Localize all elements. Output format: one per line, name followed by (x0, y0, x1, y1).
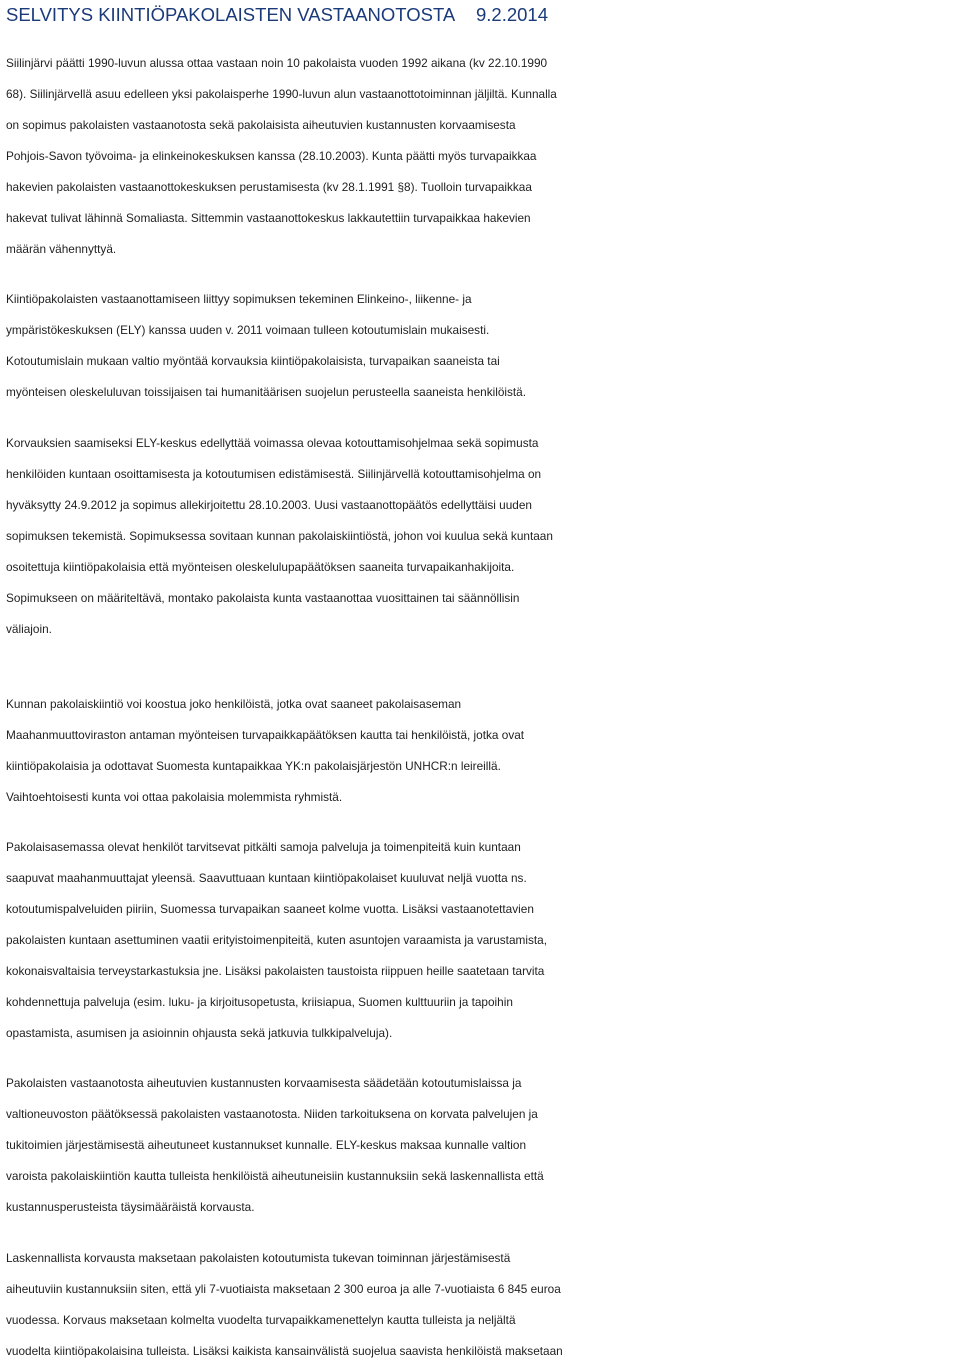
text-line: Korvauksien saamiseksi ELY-keskus edellyttää voimassa olevaa kotouttamisohjelmaa sekä sopimusta (6, 436, 539, 450)
text-line: väliajoin. (6, 622, 52, 636)
text-line: saapuvat maahanmuuttajat yleensä. Saavuttuaan kuntaan kiintiöpakolaiset kuuluvat neljä vuotta ns. (6, 871, 527, 885)
document-header (6, 4, 549, 26)
text-line: hyväksytty 24.9.2012 ja sopimus allekirjoitettu 28.10.2003. Uusi vastaanottopäätös edellyttäisi uuden (6, 498, 532, 512)
text-line: myönteisen oleskeluluvan toissijaisen tai humanitäärisen suojelun perusteella saaneista henkilöistä. (6, 385, 527, 399)
text-line: Pakolaisten vastaanotosta aiheutuvien kustannusten korvaamisesta säädetään kotoutumislaissa ja (6, 1076, 522, 1090)
text-line: hakevat tulivat lähinnä Somaliasta. Sittemmin vastaanottokeskus lakkautettiin turvapaikkaa hakevien (6, 211, 531, 225)
paragraph-agreement (6, 284, 956, 408)
text-line: vuodelta kiintiöpakolaisina tulleista. Lisäksi kaikista kansainvälistä suojelua saavista henkilöistä maksetaan (6, 1344, 563, 1358)
text-line: varoista pakolaiskiintiön kautta tulleista henkilöistä aiheutuneisiin kustannuksiin sekä laskennallista että (6, 1169, 544, 1183)
text-line: kiintiöpakolaisia ja odottavat Suomesta kuntapaikkaa YK:n pakolaisjärjestön UNHCR:n leireillä. (6, 759, 501, 773)
text-line: ympäristökeskuksen (ELY) kanssa uuden v. 2011 voimaan tulleen kotoutumislain mukaisesti. (6, 323, 490, 337)
text-line: Sopimukseen on määriteltävä, montako pakolaista kunta vastaanottaa vuosittainen tai säännöllisin (6, 591, 520, 605)
text-line: Laskennallista korvausta maksetaan pakolaisten kotoutumista tukevan toiminnan järjestämisestä (6, 1251, 511, 1265)
text-line: määrän vähennyttyä. (6, 242, 117, 256)
text-line: valtioneuvoston päätöksessä pakolaisten vastaanotosta. Niiden tarkoituksena on korvata palvelujen ja (6, 1107, 538, 1121)
text-line: 68). Siilinjärvellä asuu edelleen yksi pakolaisperhe 1990-luvun alun vastaanottotoiminnan jäljiltä. Kunnalla (6, 87, 557, 101)
text-line: kokonaisvaltaisia terveystarkastuksia jne. Lisäksi pakolaisten taustoista riippuen heille saatetaan tarvita (6, 964, 545, 978)
document-title: SELVITYS KIINTIÖPAKOLAISTEN VASTAANOTOSTA (6, 4, 456, 25)
text-line: vuodessa. Korvaus maksetaan kolmelta vuodelta turvapaikkamenettelyn kautta tulleista ja neljältä (6, 1313, 516, 1327)
text-line: Pakolaisasemassa olevat henkilöt tarvitsevat pitkälti samoja palveluja ja toimenpiteitä kuin kuntaan (6, 840, 521, 854)
paragraph-compensation-requirements (6, 428, 956, 645)
text-line: Pohjois-Savon työvoima- ja elinkeinokeskuksen kanssa (28.10.2003). Kunta päätti myös turvapaikkaa (6, 149, 537, 163)
text-line: kustannusperusteista täysimääräistä korvausta. (6, 1200, 255, 1214)
text-line: hakevien pakolaisten vastaanottokeskuksen perustamisesta (kv 28.1.1991 §8). Tuolloin turvapaikkaa (6, 180, 532, 194)
paragraph-quota (6, 689, 956, 813)
text-line: osoitettuja kiintiöpakolaisia että myönteisen oleskelulupapäätöksen saaneita turvapaikanhakijoita. (6, 560, 515, 574)
paragraph-cost-compensation (6, 1068, 956, 1223)
text-line: on sopimus pakolaisten vastaanotosta sekä pakolaisista aiheutuvien kustannusten korvaamisesta (6, 118, 516, 132)
document-date: 9.2.2014 (476, 4, 549, 25)
text-line: kotoutumispalveluiden piiriin, Suomessa turvapaikan saaneet kolme vuotta. Lisäksi vastaanotettavien (6, 902, 534, 916)
text-line: Kotoutumislain mukaan valtio myöntää korvauksia kiintiöpakolaisista, turvapaikan saaneista tai (6, 354, 500, 368)
text-line: kohdennettuja palveluja (esim. luku- ja kirjoitusopetusta, kriisiapua, Suomen kulttuuriin ja tapoihin (6, 995, 513, 1009)
text-line: Maahanmuuttoviraston antaman myönteisen turvapaikkapäätöksen kautta tai henkilöistä, jotka ovat (6, 728, 525, 742)
text-line: pakolaisten kuntaan asettuminen vaatii erityistoimenpiteitä, kuten asuntojen varaamista ja varustamista, (6, 933, 547, 947)
text-line: opastamista, asumisen ja asioinnin ohjausta sekä jatkuvia tulkkipalveluja). (6, 1026, 393, 1040)
paragraph-calculated-compensation (6, 1243, 956, 1367)
text-line: aiheutuviin kustannuksiin siten, että yli 7-vuotiaista maksetaan 2 300 euroa ja alle 7-vuotiaista 6 845 euroa (6, 1282, 561, 1296)
paragraph-services (6, 832, 956, 1049)
paragraph-history (6, 48, 956, 265)
text-line: Kunnan pakolaiskiintiö voi koostua joko henkilöistä, jotka ovat saaneet pakolaisaseman (6, 697, 462, 711)
text-line: Kiintiöpakolaisten vastaanottamiseen liittyy sopimuksen tekeminen Elinkeino-, liikenne- ja (6, 292, 472, 306)
text-line: henkilöiden kuntaan osoittamisesta ja kotoutumisen edistämisestä. Siilinjärvellä kotouttamisohjelma on (6, 467, 542, 481)
text-line: Vaihtoehtoisesti kunta voi ottaa pakolaisia molemmista ryhmistä. (6, 790, 343, 804)
text-line: tukitoimien järjestämisestä aiheutuneet kustannukset kunnalle. ELY-keskus maksaa kunnalle valtion (6, 1138, 527, 1152)
text-line: Siilinjärvi päätti 1990-luvun alussa ottaa vastaan noin 10 pakolaista vuoden 1992 aikana (kv 22.10.1990 (6, 56, 548, 70)
text-line: sopimuksen tekemistä. Sopimuksessa sovitaan kunnan pakolaiskiintiöstä, johon voi kuulua sekä kuntaan (6, 529, 553, 543)
